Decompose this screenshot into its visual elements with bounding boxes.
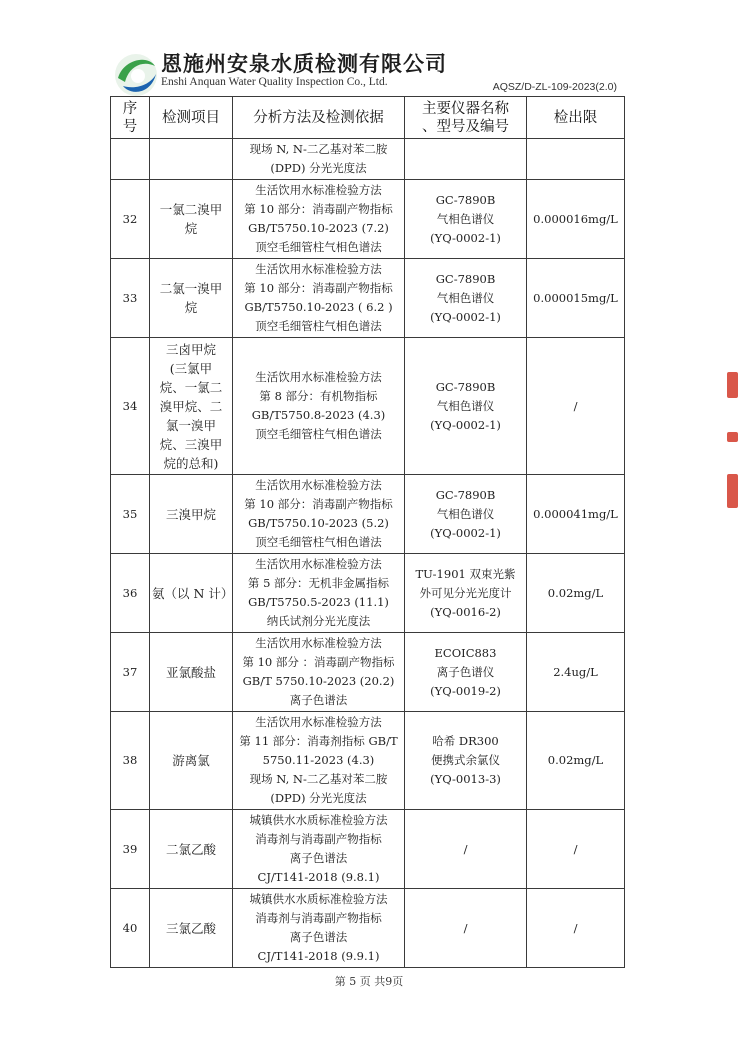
company-logo-icon: [113, 52, 159, 98]
cell-text-line: 气相色谱仪: [436, 506, 495, 521]
cell-text-line: (YQ-0013-3): [430, 772, 501, 786]
cell-instrument: [405, 259, 527, 338]
cell-text-line: 生活饮用水标准检验方法: [255, 715, 382, 729]
cell-seq-no: 35: [111, 475, 150, 554]
table-row: [111, 180, 625, 259]
cell-method: [233, 338, 405, 475]
cell-seq-no: 36: [111, 554, 150, 633]
cell-text-line: 生活饮用水标准检验方法: [255, 370, 382, 384]
cell-text-line: 顶空毛细管柱气相色谱法: [255, 427, 382, 441]
cell-text-line: GB/T5750.10-2023 (5.2): [248, 516, 389, 530]
cell-text-line: 现场 N, N-二乙基对苯二胺: [249, 772, 388, 786]
cell-method: [233, 810, 405, 889]
inspection-methods-table: [110, 96, 625, 968]
document-number: AQSZ/D-ZL-109-2023(2.0): [492, 81, 617, 93]
cell-test-item: [150, 889, 233, 968]
cell-text-line: 氨（以 N 计）: [152, 585, 234, 601]
cell-text-line: /: [463, 920, 468, 935]
header-text-line: 序: [122, 100, 138, 117]
cell-text-line: /: [463, 841, 468, 856]
header-text-line: 主要仪器名称: [422, 100, 509, 117]
cell-seq-no: [111, 139, 150, 180]
cell-text-line: 三卤甲烷: [165, 341, 216, 357]
cell-detection-limit: 2.4ug/L: [527, 633, 625, 712]
cell-text-line: TU-1901 双束光紫: [415, 566, 516, 581]
header-limit: 检出限: [527, 97, 625, 139]
cell-test-item: [150, 810, 233, 889]
letterhead: [113, 46, 617, 98]
table-row: [111, 475, 625, 554]
table-row: [111, 633, 625, 712]
cell-text-line: 第 10 部分 ：消毒副产物指标: [242, 655, 395, 669]
cell-text-line: 外可见分光光度计: [419, 585, 512, 600]
cell-text-line: 二氯乙酸: [165, 841, 216, 857]
cell-text-line: (YQ-0002-1): [430, 309, 501, 324]
table-row: [111, 810, 625, 889]
cell-text-line: 一氯二溴甲: [159, 202, 223, 217]
cell-text-line: 第 10 部分：消毒副产物指标: [244, 202, 393, 216]
cell-text-line: 离子色谱法: [289, 693, 348, 707]
cell-instrument: [405, 554, 527, 633]
cell-text-line: 生活饮用水标准检验方法: [255, 183, 382, 197]
cell-instrument: [405, 633, 527, 712]
cell-text-line: 烷、一氯二: [159, 379, 223, 395]
cell-text-line: 5750.11-2023 (4.3): [262, 753, 375, 767]
cell-method: [233, 180, 405, 259]
cell-detection-limit: 0.000041mg/L: [527, 475, 625, 554]
cell-seq-no: 40: [111, 889, 150, 968]
cell-text-line: CJ/T141-2018 (9.9.1): [257, 949, 380, 963]
cell-method: [233, 475, 405, 554]
cell-text-line: 第 5 部分：无机非金属指标: [247, 576, 390, 590]
cell-text-line: (YQ-0002-1): [430, 525, 501, 540]
cell-text-line: 气相色谱仪: [436, 290, 495, 305]
cell-text-line: ECOIC883: [434, 645, 497, 660]
cell-seq-no: 38: [111, 712, 150, 810]
cell-seq-no: 37: [111, 633, 150, 712]
cell-seq-no: 33: [111, 259, 150, 338]
page-number: 第 5 页 共9页: [334, 975, 404, 988]
cell-text-line: 顶空毛细管柱气相色谱法: [255, 319, 382, 333]
cell-seq-no: 34: [111, 338, 150, 475]
cell-test-item: [150, 139, 233, 180]
header-text-line: 、型号及编号: [422, 118, 509, 135]
cell-text-line: 烷: [184, 300, 198, 315]
cell-text-line: 离子色谱法: [289, 930, 348, 944]
cell-detection-limit: 0.02mg/L: [527, 712, 625, 810]
cell-instrument: [405, 180, 527, 259]
cell-text-line: 二氯一溴甲: [159, 281, 223, 296]
cell-seq-no: 39: [111, 810, 150, 889]
cell-instrument: [405, 475, 527, 554]
cell-detection-limit: 0.000015mg/L: [527, 259, 625, 338]
table-row: [111, 259, 625, 338]
cell-detection-limit: 0.000016mg/L: [527, 180, 625, 259]
cell-text-line: 顶空毛细管柱气相色谱法: [255, 535, 382, 549]
cell-text-line: GB/T5750.5-2023 (11.1): [248, 595, 389, 609]
header-item: 检测项目: [150, 97, 233, 139]
cell-method: [233, 889, 405, 968]
cell-method: [233, 554, 405, 633]
cell-text-line: (YQ-0002-1): [430, 417, 501, 432]
cell-text-line: 便携式余氯仪: [431, 753, 500, 767]
cell-text-line: 第 11 部分：消毒剂指标 GB/T: [239, 734, 398, 748]
cell-text-line: (DPD) 分光光度法: [270, 161, 367, 175]
header-method: 分析方法及检测依据: [233, 97, 405, 139]
table-row: [111, 554, 625, 633]
cell-text-line: CJ/T141-2018 (9.8.1): [257, 870, 380, 884]
header-text-line: 号: [122, 118, 138, 135]
cell-text-line: 现场 N, N-二乙基对苯二胺: [249, 142, 388, 156]
cell-test-item: [150, 180, 233, 259]
cell-text-line: 离子色谱仪: [436, 664, 495, 679]
cell-instrument: [405, 889, 527, 968]
cell-test-item: [150, 633, 233, 712]
cell-text-line: 三氯乙酸: [165, 920, 216, 936]
cell-text-line: 哈希 DR300: [432, 734, 499, 748]
cell-detection-limit: 0.02mg/L: [527, 554, 625, 633]
cell-text-line: 消毒剂与消毒副产物指标: [255, 832, 382, 846]
cell-text-line: GC-7890B: [435, 487, 496, 502]
seal-fragment: [727, 474, 738, 508]
cell-text-line: 离子色谱法: [289, 851, 348, 865]
table-row: [111, 139, 625, 180]
cell-text-line: GC-7890B: [435, 271, 496, 286]
cell-text-line: 第 10 部分：消毒副产物指标: [244, 281, 393, 295]
cell-test-item: [150, 554, 233, 633]
table-row: [111, 889, 625, 968]
cell-instrument: [405, 810, 527, 889]
seal-fragment: [727, 432, 738, 442]
cell-text-line: (YQ-0016-2): [430, 604, 501, 619]
cell-method: [233, 633, 405, 712]
cell-text-line: (DPD) 分光光度法: [270, 791, 367, 805]
table-header-row: [111, 97, 625, 139]
header-instrument: [405, 97, 527, 139]
cell-detection-limit: [527, 139, 625, 180]
cell-text-line: 游离氯: [172, 753, 210, 768]
header-seq: [111, 97, 150, 139]
table-row: [111, 338, 625, 475]
cell-text-line: 纳氏试剂分光光度法: [266, 614, 371, 628]
cell-text-line: 亚氯酸盐: [165, 664, 216, 680]
cell-text-line: 第 10 部分：消毒副产物指标: [244, 497, 393, 511]
cell-text-line: 烷、三溴甲: [159, 436, 223, 452]
cell-text-line: 氯一溴甲: [165, 417, 216, 433]
cell-text-line: 气相色谱仪: [436, 398, 495, 413]
cell-text-line: 城镇供水水质标准检验方法: [249, 892, 388, 906]
cell-detection-limit: /: [527, 338, 625, 475]
cell-instrument: [405, 338, 527, 475]
cell-text-line: 生活饮用水标准检验方法: [255, 262, 382, 276]
company-name-cn: 恩施州安泉水质检测有限公司: [161, 51, 447, 76]
cell-instrument: [405, 712, 527, 810]
cell-text-line: GB/T5750.10-2023 ( 6.2 ): [244, 300, 393, 314]
seal-fragment: [727, 372, 738, 398]
cell-text-line: 气相色谱仪: [436, 211, 495, 226]
table-row: [111, 712, 625, 810]
cell-text-line: 顶空毛细管柱气相色谱法: [255, 240, 382, 254]
cell-text-line: 生活饮用水标准检验方法: [255, 478, 382, 492]
cell-text-line: 生活饮用水标准检验方法: [255, 636, 382, 650]
cell-text-line: GC-7890B: [435, 192, 496, 207]
cell-seq-no: 32: [111, 180, 150, 259]
cell-method: [233, 139, 405, 180]
cell-text-line: GC-7890B: [435, 379, 496, 394]
cell-text-line: 生活饮用水标准检验方法: [255, 557, 382, 571]
cell-instrument: [405, 139, 527, 180]
cell-text-line: (三氯甲: [169, 360, 213, 376]
cell-text-line: (YQ-0019-2): [430, 683, 501, 698]
cell-test-item: [150, 712, 233, 810]
cell-text-line: GB/T5750.8-2023 (4.3): [251, 408, 386, 422]
cell-text-line: (YQ-0002-1): [430, 230, 501, 245]
cell-text-line: 溴甲烷、二: [159, 398, 223, 414]
cell-test-item: [150, 338, 233, 475]
cell-text-line: 烷的总和): [163, 455, 219, 471]
cell-detection-limit: /: [527, 889, 625, 968]
cell-text-line: 第 8 部分：有机物指标: [259, 389, 378, 403]
company-name-en: Enshi Anquan Water Quality Inspection Co., Ltd.: [161, 76, 388, 88]
cell-text-line: GB/T 5750.10-2023 (20.2): [242, 674, 395, 688]
cell-test-item: [150, 259, 233, 338]
cell-text-line: 三溴甲烷: [165, 506, 216, 522]
cell-text-line: 烷: [184, 221, 198, 236]
cell-test-item: [150, 475, 233, 554]
cell-text-line: 城镇供水水质标准检验方法: [249, 813, 388, 827]
cell-method: [233, 712, 405, 810]
cell-detection-limit: /: [527, 810, 625, 889]
cell-method: [233, 259, 405, 338]
cell-text-line: GB/T5750.10-2023 (7.2): [248, 221, 389, 235]
cell-text-line: 消毒剂与消毒副产物指标: [255, 911, 382, 925]
